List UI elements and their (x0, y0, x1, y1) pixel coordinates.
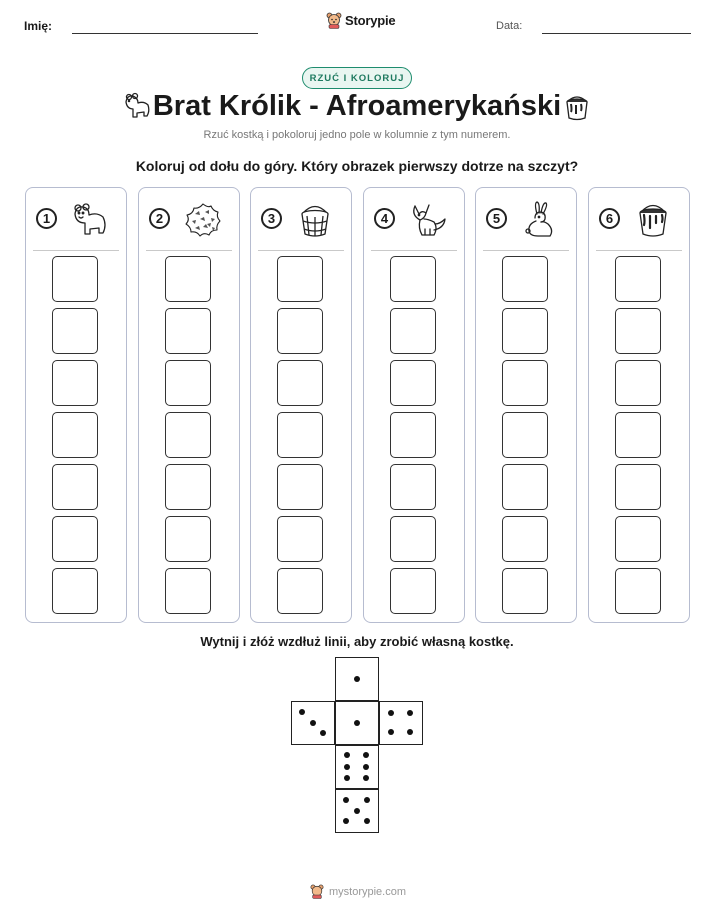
color-box[interactable] (502, 256, 548, 302)
dice-pip (310, 720, 316, 726)
color-box[interactable] (165, 568, 211, 614)
color-box[interactable] (502, 516, 548, 562)
color-box[interactable] (52, 360, 98, 406)
column-1 (25, 187, 127, 623)
column-header (251, 188, 351, 250)
column-header (476, 188, 576, 250)
page-title: Brat Królik - Afroamerykański (152, 90, 562, 122)
dice-pip (354, 676, 360, 682)
dice-pip (363, 775, 369, 781)
column-header (364, 188, 464, 250)
dice-pip (407, 729, 413, 735)
color-box[interactable] (277, 568, 323, 614)
color-box[interactable] (277, 308, 323, 354)
name-line (72, 33, 258, 34)
column-divider (596, 250, 682, 251)
color-box[interactable] (390, 464, 436, 510)
color-box[interactable] (277, 516, 323, 562)
color-box[interactable] (52, 464, 98, 510)
column-divider (146, 250, 232, 251)
column-3 (250, 187, 352, 623)
color-box[interactable] (615, 308, 661, 354)
color-box[interactable] (615, 516, 661, 562)
footer-url: mystorypie.com (329, 885, 407, 898)
name-label: Imię: (24, 19, 53, 33)
tar-bucket-icon (633, 200, 673, 240)
color-box[interactable] (615, 256, 661, 302)
color-box[interactable] (390, 308, 436, 354)
column-divider (258, 250, 344, 251)
color-box[interactable] (165, 516, 211, 562)
column-divider (33, 250, 119, 251)
dice-pip (363, 752, 369, 758)
page-subtitle: Rzuć kostką i pokoloruj jedno pole w kolumnie z tym numerem. (203, 129, 511, 141)
dice-pip (344, 775, 350, 781)
color-box[interactable] (390, 412, 436, 458)
color-box[interactable] (502, 308, 548, 354)
color-box[interactable] (165, 360, 211, 406)
dice-face-3 (291, 701, 335, 745)
dice-pip (344, 764, 350, 770)
column-number: 2 (149, 208, 170, 229)
tar-bucket-title-icon (563, 92, 591, 122)
brand-logo (326, 12, 395, 29)
bucket-icon (295, 200, 335, 240)
dice-pip (343, 818, 349, 824)
dice-face-6 (335, 745, 379, 789)
color-box[interactable] (615, 360, 661, 406)
color-box[interactable] (165, 308, 211, 354)
dice-pip (364, 797, 370, 803)
fox-icon (408, 200, 448, 240)
color-box[interactable] (615, 412, 661, 458)
color-box[interactable] (390, 256, 436, 302)
color-box[interactable] (277, 360, 323, 406)
column-header (26, 188, 126, 250)
column-number: 6 (599, 208, 620, 229)
activity-badge: RZUĆ I KOLORUJ (302, 67, 412, 89)
color-box[interactable] (165, 412, 211, 458)
color-box[interactable] (52, 516, 98, 562)
color-box[interactable] (390, 360, 436, 406)
dice-pip (344, 752, 350, 758)
brand-name: Storypie (345, 13, 396, 28)
cut-instruction: Wytnij i złóż wzdłuż linii, aby zrobić własną kostkę. (200, 634, 514, 649)
dice-pip (388, 710, 394, 716)
column-5 (475, 187, 577, 623)
date-label: Data: (496, 20, 523, 32)
bush-icon (183, 200, 223, 240)
dice-pip (388, 729, 394, 735)
dice-pip (343, 797, 349, 803)
dice-face-1 (335, 701, 379, 745)
color-box[interactable] (502, 568, 548, 614)
column-number: 3 (261, 208, 282, 229)
color-box[interactable] (390, 516, 436, 562)
color-box[interactable] (52, 308, 98, 354)
date-line (542, 33, 691, 34)
color-box[interactable] (52, 412, 98, 458)
color-box[interactable] (52, 568, 98, 614)
color-box[interactable] (277, 256, 323, 302)
color-box[interactable] (52, 256, 98, 302)
storypie-footer-icon (310, 884, 324, 899)
column-4 (363, 187, 465, 623)
coloring-instruction: Koloruj od dołu do góry. Który obrazek pierwszy dotrze na szczyt? (135, 158, 579, 174)
dice-pip (407, 710, 413, 716)
dice-pip (363, 764, 369, 770)
color-box[interactable] (277, 412, 323, 458)
color-box[interactable] (165, 256, 211, 302)
column-2 (138, 187, 240, 623)
color-box[interactable] (502, 464, 548, 510)
dice-face-4 (379, 701, 423, 745)
color-box[interactable] (390, 568, 436, 614)
color-box[interactable] (615, 568, 661, 614)
footer (310, 884, 406, 899)
color-box[interactable] (277, 464, 323, 510)
color-box[interactable] (165, 464, 211, 510)
column-divider (371, 250, 457, 251)
dice-pip (364, 818, 370, 824)
color-box[interactable] (502, 360, 548, 406)
column-header (589, 188, 689, 250)
dice-pip (354, 720, 360, 726)
storypie-bear-icon (326, 12, 342, 29)
color-box[interactable] (502, 412, 548, 458)
column-divider (483, 250, 569, 251)
dice-face-5 (335, 789, 379, 833)
rabbit-icon (520, 200, 560, 240)
color-box[interactable] (615, 464, 661, 510)
column-number: 1 (36, 208, 57, 229)
bear-icon (70, 200, 110, 240)
dice-pip (299, 709, 305, 715)
column-number: 5 (486, 208, 507, 229)
column-header (139, 188, 239, 250)
dice-pip (320, 730, 326, 736)
dice-face-1 (335, 657, 379, 701)
column-6 (588, 187, 690, 623)
column-number: 4 (374, 208, 395, 229)
dice-pip (354, 808, 360, 814)
